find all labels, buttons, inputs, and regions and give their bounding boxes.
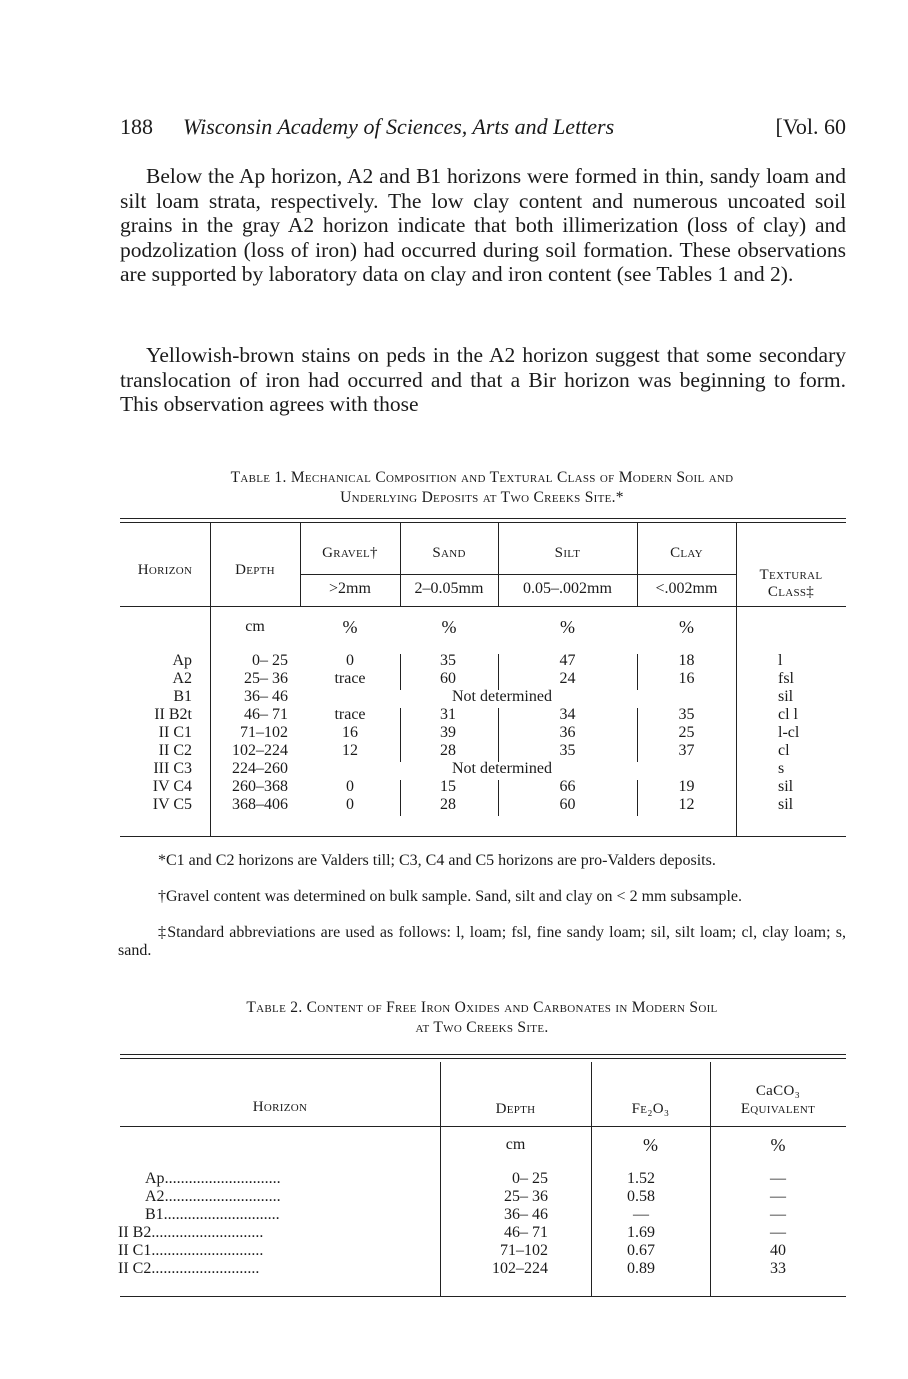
page-number: 188 [120, 114, 153, 139]
paragraph-1: Below the Ap horizon, A2 and B1 horizons were formed in thin, sandy loam and silt loam strata, respectively. The low clay content and numerous uncoated soil grains in the gray A2 horizon indicate that both illimerization (loss of clay) and podzolization (loss of iron) had occurred during soil formation. These observations are supported by laboratory data on clay and iron content (see Tables 1 and 2). [120, 164, 846, 286]
t1-row3-horizon: II B2t [154, 706, 192, 723]
t2-row5-horizon: II C2........................... [118, 1260, 260, 1277]
t1-row2-textural: sil [778, 688, 794, 705]
t2-head-depth: Depth [495, 1101, 536, 1117]
table1-footnote-2: †Gravel content was determined on bulk sample. Sand, silt and clay on < 2 mm subsample. [158, 888, 743, 905]
t1-row3-depth: 46– 71 [244, 706, 288, 723]
t1-row8-silt: 60 [559, 796, 576, 813]
paragraph-2: Yellowish-brown stains on peds in the A2 horizon suggest that some secondary translocation of iron had occurred and that a Bir horizon was beginning to form. This observation agrees with those [120, 343, 846, 416]
t1-row5-clay: 37 [678, 742, 695, 759]
t1-row8-sand: 28 [440, 796, 456, 813]
t2-row4-fe2o3: 0.67 [627, 1242, 655, 1259]
table1-bottom-rule [120, 836, 846, 837]
t2-row2-fe2o3: — [633, 1206, 649, 1223]
t1-row7-depth: 260–368 [232, 778, 288, 795]
t1-row5-textural: cl [778, 742, 790, 759]
t1-row7-silt: 66 [559, 778, 576, 795]
table1-caption-line1: Table 1. Mechanical Composition and Textural Class of Modern Soil and [230, 469, 734, 486]
t2-row2-horizon: B1............................. [145, 1206, 280, 1223]
table1-caption-line2: Underlying Deposits at Two Creeks Site.* [340, 489, 624, 506]
t2-row3-depth: 46– 71 [504, 1224, 548, 1241]
t1-head-gravel-size: >2mm [329, 580, 371, 597]
t1-row1-clay: 16 [678, 670, 695, 687]
t2-row4-depth: 71–102 [500, 1242, 548, 1259]
t2-row3-caco3: — [770, 1224, 786, 1241]
t2-row5-horizon-text: II C2 [118, 1260, 152, 1277]
t2-row0-horizon-text: Ap [145, 1170, 165, 1187]
t1-row3-sand: 31 [440, 706, 456, 723]
t2-row4-horizon: II C1............................ [118, 1242, 264, 1259]
t1-row8-horizon: IV C5 [152, 796, 192, 813]
t1-row8-gravel: 0 [346, 796, 354, 813]
t1-row2-horizon: B1 [173, 688, 192, 705]
journal-title: Wisconsin Academy of Sciences, Arts and Letters [183, 114, 615, 139]
table1-footnote-3: ‡Standard abbreviations are used as follows: l, loam; fsl, fine sandy loam; sil, silt loam; cl, clay loam; s, sand. [118, 924, 846, 959]
t1-row0-textural: l [778, 652, 783, 669]
t1-row6-depth: 224–260 [232, 760, 288, 777]
t1-head-silt: Silt [554, 545, 581, 561]
t1-row2-depth: 36– 46 [244, 688, 288, 705]
t2-row1-depth: 25– 36 [504, 1188, 548, 1205]
t1-row5-silt: 35 [559, 742, 576, 759]
t1-row1-textural: fsl [778, 670, 794, 687]
t2-row0-depth: 0– 25 [512, 1170, 548, 1187]
t2-row5-depth: 102–224 [492, 1260, 548, 1277]
t2-unit-caco3: % [770, 1135, 786, 1155]
t1-row6-textural: s [778, 760, 785, 777]
t1-head-gravel: Gravel† [322, 545, 378, 561]
t1-head-depth: Depth [235, 562, 275, 578]
table2-header-rule [120, 1126, 846, 1127]
t1-row6-note: Not determined [452, 760, 552, 777]
t1-row8-depth: 368–406 [232, 796, 288, 813]
t1-head-sand: Sand [432, 545, 466, 561]
t1-row8-clay: 12 [678, 796, 695, 813]
t2-row3-fe2o3: 1.69 [627, 1224, 655, 1241]
t1-row3-textural: cl l [778, 706, 798, 723]
t2-unit-fe2o3: % [643, 1135, 658, 1155]
t1-row4-gravel: 16 [342, 724, 358, 741]
t1-row7-sand: 15 [440, 778, 456, 795]
t1-row3-gravel: trace [334, 706, 366, 723]
t2-head-caco3-1: CaCO₃ [755, 1083, 801, 1099]
table1-vline-sand-a [400, 654, 401, 690]
running-header [120, 114, 846, 144]
t1-head-textural-1: Textural [759, 567, 823, 583]
t1-unit-gravel: % [342, 617, 358, 637]
t1-row5-gravel: 12 [342, 742, 358, 759]
table1-header-rule [120, 606, 846, 607]
t1-row4-silt: 36 [559, 724, 576, 741]
table2-caption-line1: Table 2. Content of Free Iron Oxides and Carbonates in Modern Soil [246, 999, 718, 1016]
t1-row5-horizon: II C2 [158, 742, 192, 759]
t1-head-horizon: Horizon [137, 562, 193, 578]
t1-row0-silt: 47 [559, 652, 576, 669]
t1-row5-sand: 28 [440, 742, 456, 759]
t1-row7-horizon: IV C4 [152, 778, 192, 795]
t1-row4-clay: 25 [678, 724, 695, 741]
t2-row1-horizon-text: A2 [145, 1188, 165, 1205]
t1-row3-silt: 34 [559, 706, 576, 723]
table1-caption [116, 468, 848, 508]
t2-row1-caco3: — [770, 1188, 786, 1205]
t1-row7-gravel: 0 [346, 778, 354, 795]
t1-head-clay-size: <.002mm [655, 580, 718, 597]
table2-top-rule-a [120, 1054, 846, 1055]
t1-row4-horizon: II C1 [158, 724, 192, 741]
t2-row3-horizon-text: II B2 [118, 1224, 152, 1241]
t2-row5-caco3: 33 [770, 1260, 786, 1277]
t1-row4-textural: l-cl [778, 724, 800, 741]
t1-row5-depth: 102–224 [232, 742, 288, 759]
t1-row1-sand: 60 [440, 670, 456, 687]
table2-caption [116, 998, 848, 1038]
t1-head-sand-size: 2–0.05mm [414, 580, 484, 597]
table1-vline-sand-b [400, 708, 401, 762]
t1-row1-depth: 25– 36 [244, 670, 288, 687]
table2-top-rule-b [120, 1058, 846, 1059]
t2-row2-horizon-text: B1 [145, 1206, 164, 1223]
t1-row1-gravel: trace [334, 670, 366, 687]
t1-row0-depth: 0– 25 [252, 652, 288, 669]
t2-unit-depth: cm [505, 1136, 526, 1153]
t2-row0-horizon: Ap............................. [145, 1170, 281, 1187]
t1-head-clay: Clay [670, 545, 703, 561]
t2-head-horizon: Horizon [252, 1099, 308, 1115]
t1-head-textural-2: Class‡ [767, 584, 815, 600]
table1-top-rule-b [120, 522, 846, 523]
t1-row8-textural: sil [778, 796, 794, 813]
t1-row2-note: Not determined [452, 688, 552, 705]
t1-row4-depth: 71–102 [240, 724, 288, 741]
t2-row2-depth: 36– 46 [504, 1206, 548, 1223]
t1-unit-depth: cm [245, 618, 265, 635]
t1-head-silt-size: 0.05–.002mm [523, 580, 612, 597]
table1-vline-sand-c [400, 780, 401, 816]
t1-row7-clay: 19 [678, 778, 695, 795]
table2-caption-line2: at Two Creeks Site. [415, 1019, 549, 1036]
t2-head-caco3-2: Equivalent [740, 1101, 816, 1117]
t2-row0-caco3: — [770, 1170, 786, 1187]
t2-row0-fe2o3: 1.52 [627, 1170, 655, 1187]
t1-row3-clay: 35 [678, 706, 695, 723]
t1-unit-sand: % [441, 617, 457, 637]
t1-unit-silt: % [560, 617, 575, 637]
t2-row4-caco3: 40 [770, 1242, 786, 1259]
t1-row0-gravel: 0 [346, 652, 354, 669]
t2-row1-horizon: A2............................. [145, 1188, 281, 1205]
t2-row5-fe2o3: 0.89 [627, 1260, 655, 1277]
t2-row4-horizon-text: II C1 [118, 1242, 152, 1259]
table2-bottom-rule [120, 1296, 846, 1297]
t1-row0-sand: 35 [440, 652, 456, 669]
table1-footnote-1: *C1 and C2 horizons are Valders till; C3, C4 and C5 horizons are pro-Valders deposits. [158, 852, 716, 869]
table1-header-mid-rule [300, 574, 736, 575]
table1-top-rule-a [120, 518, 846, 519]
t1-row1-silt: 24 [559, 670, 576, 687]
volume-label: [Vol. 60 [775, 114, 846, 139]
t1-row4-sand: 39 [440, 724, 456, 741]
t1-row0-horizon: Ap [172, 652, 192, 669]
t2-row3-horizon: II B2............................ [118, 1224, 264, 1241]
t1-row0-clay: 18 [678, 652, 695, 669]
t2-head-fe2o3: Fe₂O₃ [631, 1101, 670, 1117]
t1-row1-horizon: A2 [172, 670, 192, 687]
t1-row6-horizon: III C3 [153, 760, 192, 777]
t2-row2-caco3: — [770, 1206, 786, 1223]
t2-row1-fe2o3: 0.58 [627, 1188, 655, 1205]
t1-row7-textural: sil [778, 778, 794, 795]
t1-unit-clay: % [679, 617, 694, 637]
